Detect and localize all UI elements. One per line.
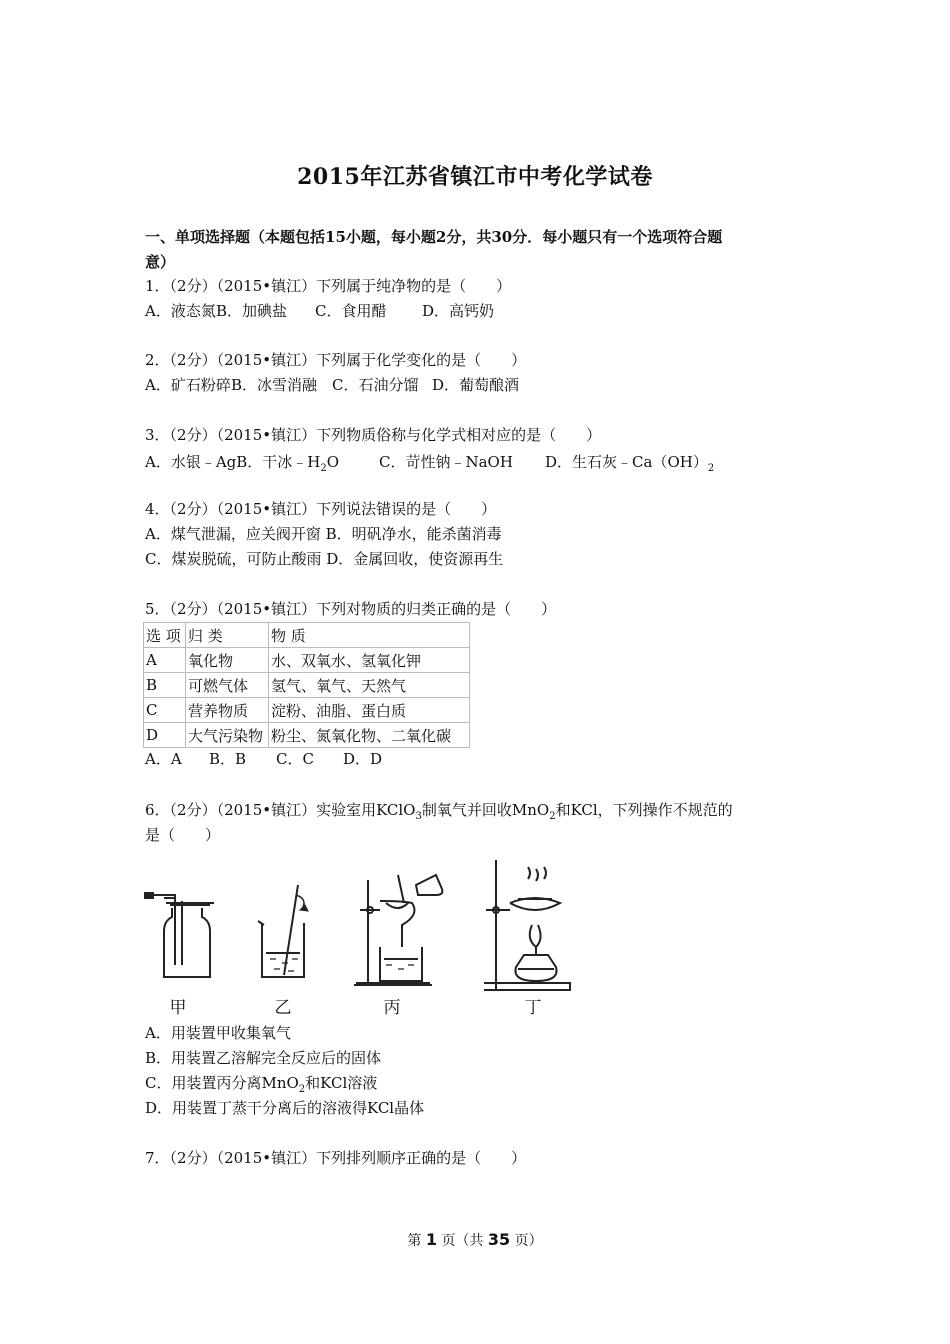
table-row — [144, 648, 470, 673]
option-c: C．食用醋 — [315, 302, 387, 320]
question-6-stem-cont: 是（ ） — [145, 826, 221, 844]
question-2-options — [145, 375, 519, 395]
figure-label-bing: 丙 — [383, 998, 401, 1018]
page-number: 1 — [425, 1230, 437, 1249]
option-d: D．生石灰$﹣Ca(OH)_2$ — [545, 453, 715, 474]
question-5-options — [145, 749, 382, 769]
table-cell: 可燃气体 — [186, 673, 269, 698]
question-4-options-row2: C．煤炭脱硫，可防止酸雨 D．金属回收，使资源再生 — [145, 550, 504, 568]
option-c: C．苛性钠﹣NaOH — [379, 453, 513, 471]
option-a: A．液态氮 — [145, 302, 216, 320]
classification-table — [143, 622, 470, 748]
lab-apparatus-figure — [140, 855, 580, 1020]
table-cell: 粉尘、氮氧化物、二氧化碳 — [269, 723, 470, 748]
table-cell: 选 项 — [144, 623, 186, 648]
option-c: C．C — [276, 750, 314, 768]
table-header-row — [144, 623, 470, 648]
option-b: B．加碘盐 — [216, 302, 288, 320]
option-a: A．A — [145, 750, 182, 768]
option-d: D．高钙奶 — [422, 302, 495, 320]
question-1-options — [145, 301, 494, 321]
question-4-stem: 4．（2分）（2015•镇江）下列说法错误的是（ ） — [145, 500, 497, 518]
question-2-stem: 2．（2分）（2015•镇江）下列属于化学变化的是（ ） — [145, 351, 527, 369]
apparatus-yi — [258, 885, 308, 977]
question-3-stem: 3．（2分）（2015•镇江）下列物质俗称与化学式相对应的是（ ） — [145, 426, 602, 444]
table-cell: 营养物质 — [186, 698, 269, 723]
option-ab: A．水银﹣AgB．干冰$﹣H_2O$ — [145, 453, 340, 474]
table-cell: 水、双氧水、氢氧化钾 — [269, 648, 470, 673]
table-cell: 物 质 — [269, 623, 470, 648]
question-6-option-b: B．用装置乙溶解完全反应后的固体 — [145, 1049, 382, 1067]
page-title: 2015年江苏省镇江市中考化学试卷 — [297, 164, 653, 190]
question-7-stem: 7．（2分）（2015•镇江）下列排列顺序正确的是（ ） — [145, 1149, 527, 1167]
table-cell: 大气污染物 — [186, 723, 269, 748]
section-heading-cont: 意） — [145, 253, 176, 271]
table-cell: 淀粉、油脂、蛋白质 — [269, 698, 470, 723]
option-b: B．B — [209, 750, 247, 768]
table-row — [144, 723, 470, 748]
figure-label-jia: 甲 — [169, 998, 187, 1018]
table-cell: 氧化物 — [186, 648, 269, 673]
option-d: D．D — [343, 750, 383, 768]
option-c: C．石油分馏 — [332, 376, 419, 394]
apparatus-bing — [354, 875, 442, 985]
figure-label-ding: 丁 — [524, 998, 542, 1018]
question-6-option-a: A．用装置甲收集氧气 — [145, 1024, 291, 1042]
table-cell: B — [144, 673, 186, 698]
apparatus-ding — [484, 860, 570, 990]
table-cell: C — [144, 698, 186, 723]
figure-label-yi: 乙 — [274, 998, 292, 1018]
apparatus-jia — [145, 893, 214, 977]
option-b: B．冰雪消融 — [231, 376, 318, 394]
question-5-stem: 5．（2分）（2015•镇江）下列对物质的归类正确的是（ ） — [145, 600, 557, 618]
option-a: A．矿石粉碎 — [145, 376, 231, 394]
table-cell: 氢气、氧气、天然气 — [269, 673, 470, 698]
question-6-option-c: C．用装置丙分离MnO$_2$和KCl溶液 — [145, 1074, 378, 1095]
page-total: 35 — [487, 1230, 511, 1249]
table-cell: A — [144, 648, 186, 673]
question-3-options — [145, 452, 714, 479]
table-row — [144, 673, 470, 698]
table-cell: D — [144, 723, 186, 748]
section-heading: 一、单项选择题（本题包括15小题，每小题2分，共30分．每小题只有一个选项符合题 — [145, 228, 723, 246]
option-d: D．葡萄酿酒 — [432, 376, 520, 394]
question-1-stem: 1．（2分）（2015•镇江）下列属于纯净物的是（ ） — [145, 277, 512, 295]
question-6-option-d: D．用装置丁蒸干分离后的溶液得KCl晶体 — [145, 1099, 425, 1117]
table-row — [144, 698, 470, 723]
table-cell: 归 类 — [186, 623, 269, 648]
question-6-stem: 6．（2分）（2015•镇江）实验室用KClO$_3$制氧气并回收MnO$_2$和KCl，下列操作不规范的 — [145, 801, 733, 822]
page-footer: 第 1 页（共 35 页） — [407, 1230, 543, 1249]
question-4-options-row1: A．煤气泄漏，应关阀开窗 B．明矾净水，能杀菌消毒 — [145, 525, 502, 543]
